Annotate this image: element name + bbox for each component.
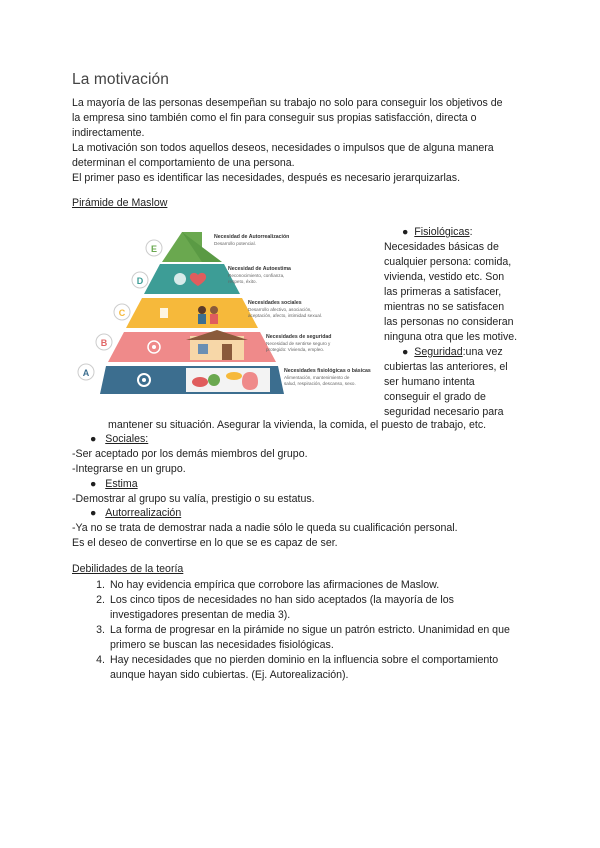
side-line: seguridad necesario para [384, 406, 504, 418]
list-number: 4. [96, 654, 105, 666]
list-text: Los cinco tipos de necesidades no han sido aceptados (la mayoría de los [110, 594, 454, 606]
seguridad-label: Seguridad [414, 346, 463, 358]
side-line: ser humano intenta [384, 376, 475, 388]
pyramid-letter-b: B [100, 338, 108, 348]
autorr-line: Es el deseo de convertirse en lo que se es capaz de ser. [72, 537, 338, 549]
list-text: investigadores presentan de media 3). [110, 609, 291, 621]
side-line: Necesidades básicas de [384, 241, 499, 253]
intro-line: la empresa sino también como el fin para conseguir sus propias satisfacción, directa o [72, 112, 477, 124]
maslow-heading: Pirámide de Maslow [72, 197, 168, 209]
pyramid-level-b [96, 330, 331, 362]
pyramid-desc-e: Desarrollo potencial. [214, 241, 256, 246]
list-text: Hay necesidades que no pierden dominio en la influencia sobre el comportamiento [110, 654, 499, 666]
pyramid-title-e: Necesidad de Autorrealización [214, 234, 290, 240]
side-line: las personas no consideran [384, 316, 514, 328]
list-text: No hay evidencia empírica que corrobore las afirmaciones de Maslow. [110, 579, 440, 591]
list-number: 1. [96, 579, 105, 591]
sociales-label: Sociales: [105, 433, 149, 445]
pyramid-title-c: Necesidades sociales [248, 300, 302, 306]
pyramid-desc-d-2: respeto, éxito. [228, 279, 257, 284]
pyramid-title-a: Necesidades fisiológicas o básicas [284, 368, 371, 374]
autorr-bullet [90, 506, 181, 521]
pyramid-level-d [132, 264, 291, 294]
sociales-line: -Ser aceptado por los demás miembros del grupo. [72, 448, 308, 460]
seguridad-first: :una vez [462, 346, 503, 358]
intro-line: La motivación son todos aquellos deseos, necesidades o impulsos que de alguna manera [72, 142, 494, 154]
side-column: ● Fisiológicas: Necesidades básicas de cualquier persona: comida, vivienda, vestido etc. Son las primeras a satisfacer, mientras no se satisfacen las personas no consideran ninguna otra que les motive. ● Seguridad:una vez cubiertas las anteriores, el ser humano intenta conseguir el grado de seguridad necesario para [384, 225, 534, 420]
sociales-line: -Integrarse en un grupo. [72, 463, 186, 475]
side-line: cualquier persona: comida, [384, 256, 512, 268]
pyramid-letter-e: E [150, 244, 158, 254]
side-line: conseguir el grado de [384, 391, 486, 403]
seguridad-continuation: mantener su situación. Asegurar la vivienda, la comida, el puesto de trabajo, etc. [108, 419, 487, 431]
bullet-icon: ● [90, 478, 97, 490]
list-text: aunque hayan sido cubiertas. (Ej. Autorealización). [110, 669, 349, 681]
pyramid-letter-d: D [136, 276, 144, 286]
fisiologicas-label: Fisiológicas [414, 226, 470, 238]
list-text: primero se buscan las necesidades fisiológicas. [110, 639, 334, 651]
intro-line: La mayoría de las personas desempeñan su trabajo no solo para conseguir los objetivos de [72, 97, 503, 109]
debilidades-heading: Debilidades de la teoría [72, 563, 184, 575]
pyramid-desc-b-1: Necesidad de sentirse seguro y [266, 341, 331, 346]
intro-line: determinan el comportamiento de una persona. [72, 157, 295, 169]
bullet-icon: ● [402, 346, 409, 358]
side-line: ninguna otra que les motive. [384, 331, 518, 343]
pyramid-desc-c-2: aceptación, afecto, intimidad sexual. [248, 313, 323, 318]
list-text: La forma de progresar en la pirámide no sigue un patrón estricto. Unanimidad en que [110, 624, 510, 636]
bullet-icon: ● [90, 507, 97, 519]
autorr-label: Autorrealización [105, 507, 182, 519]
autorr-line: -Ya no se trata de demostrar nada a nadie sólo le queda su cualificación personal. [72, 522, 458, 534]
intro-line: El primer paso es identificar las necesidades, después es necesario jerarquizarlas. [72, 172, 461, 184]
side-line: vivienda, vestido etc. Son [384, 271, 505, 283]
pyramid-desc-a-1: Alimentación, mantenimiento de [284, 375, 350, 380]
estima-line: -Demostrar al grupo su valía, prestigio o su estatus. [72, 493, 315, 505]
pyramid-level-c [114, 298, 322, 328]
pyramid-desc-c-1: Desarrollo afectivo, asociación, [248, 307, 312, 312]
bullet-icon: ● [402, 226, 409, 238]
side-line: las primeras a satisfacer, [384, 286, 502, 298]
list-number: 2. [96, 594, 105, 606]
page-title: La motivación [72, 71, 169, 88]
bullet-icon: ● [90, 433, 97, 445]
pyramid-letter-a: A [82, 368, 90, 378]
pyramid-level-e [146, 232, 289, 262]
pyramid-desc-d-1: Reconocimiento, confianza, [228, 273, 285, 278]
estima-label: Estima [105, 478, 138, 490]
pyramid-letter-c: C [118, 308, 126, 318]
side-line: cubiertas las anteriores, el [384, 361, 508, 373]
pyramid-title-d: Necesidad de Autoestima [228, 266, 291, 272]
sociales-bullet [90, 432, 148, 447]
pyramid-level-a [78, 364, 371, 394]
list-number: 3. [96, 624, 105, 636]
maslow-pyramid-figure [74, 226, 382, 398]
side-line: mientras no se satisfacen [384, 301, 505, 313]
pyramid-title-b: Necesidades de seguridad [266, 334, 332, 340]
estima-bullet [90, 477, 138, 492]
pyramid-desc-b-2: protegido: Vivienda, empleo. [266, 347, 325, 352]
pyramid-desc-a-2: salud, respiración, descanso, sexo. [284, 381, 356, 386]
intro-line: indirectamente. [72, 127, 145, 139]
